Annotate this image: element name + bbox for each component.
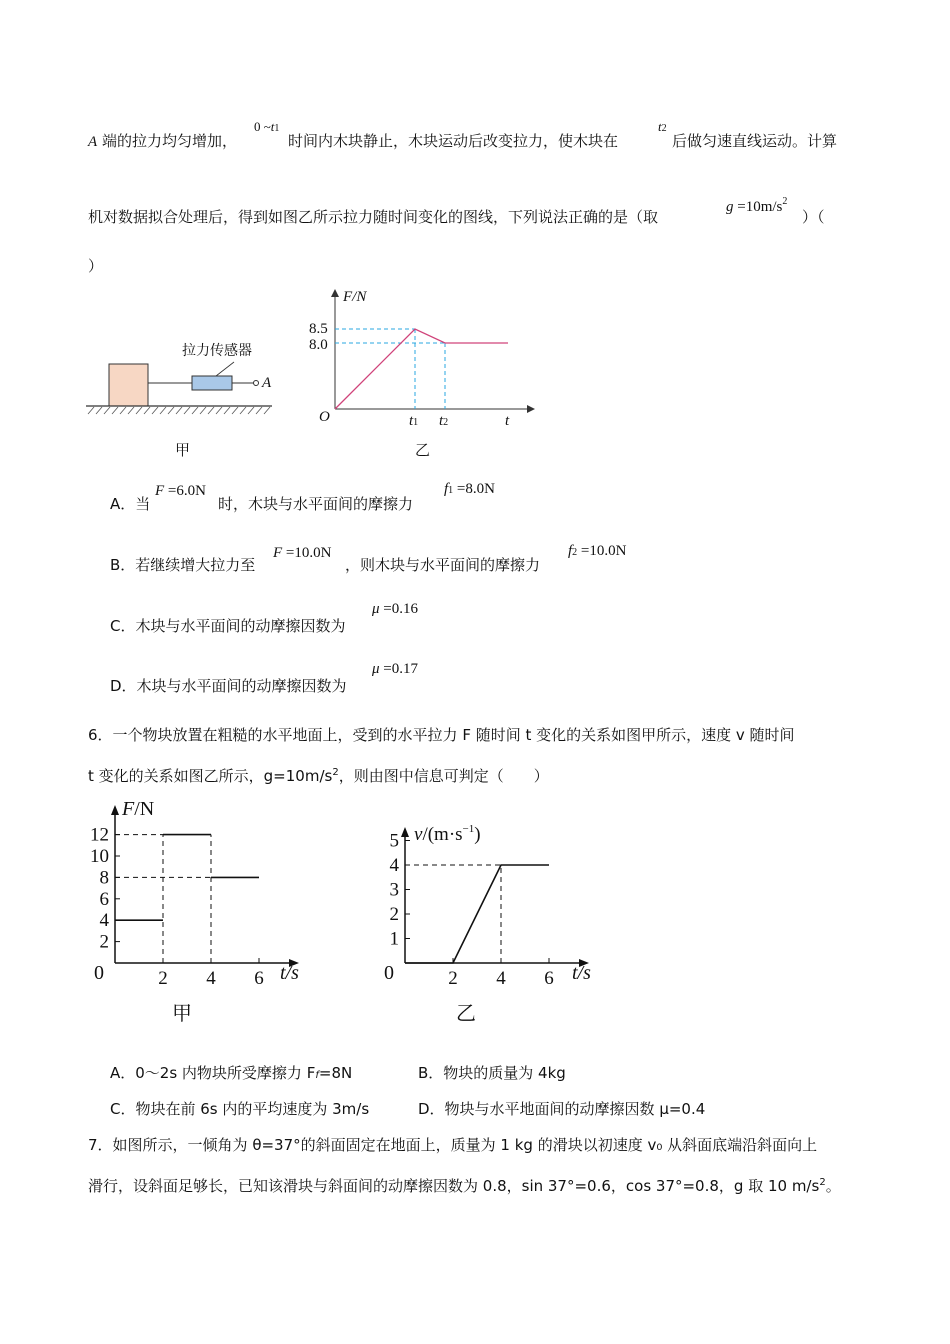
q6-option-b: B．物块的质量为 4kg	[418, 1064, 566, 1082]
x-tick-label: 4	[206, 968, 216, 989]
v-origin: 0	[384, 962, 394, 984]
label-pointer	[216, 362, 234, 376]
q5-a-mid: 时，木块与水平面间的摩擦力	[218, 495, 414, 513]
q5-option-d: D．木块与水平面间的动摩擦因数为	[110, 677, 347, 695]
q5-option-a: A．当	[110, 495, 151, 513]
v-xlabel: t/s	[572, 962, 591, 984]
x-tick-label: 6	[544, 968, 554, 989]
y-tick-label: 6	[99, 888, 109, 910]
figure-jia-block-sensor	[84, 335, 284, 465]
q7-line2: 滑行，设斜面足够长，已知该滑块与斜面间的动摩擦因数为 0.8，sin 37°=0.6，cos 37°=0.8，g 取 10 $m/s^2$。	[88, 1177, 841, 1195]
y-tick-label: 8	[99, 867, 109, 889]
x-tick-label: 4	[496, 968, 506, 989]
p5-line1-d: 后做匀速直线运动。计算	[672, 132, 838, 150]
wooden-block	[109, 364, 148, 406]
y-axis-arrow	[111, 805, 119, 815]
q5-b-mid: ，则木块与水平面间的摩擦力	[345, 556, 541, 574]
q5-b-math1: F =10.0N	[273, 545, 332, 561]
y-tick-label: 2	[389, 904, 399, 925]
q5-c-math: μ =0.16	[372, 601, 418, 617]
time-t2: t2	[658, 119, 667, 134]
q7-line1: 7．如图所示，一倾角为 θ=37°的斜面固定在地面上，质量为 1 kg 的滑块以初速度 v₀ 从斜面底端沿斜面向上	[88, 1136, 818, 1154]
y-tick-label: 2	[99, 931, 109, 953]
gravity-formula: $g =10m/s^2$	[726, 196, 788, 215]
yi-ytick-8-0: 8.0	[309, 337, 328, 353]
p5-line2-b: ）（	[802, 208, 825, 226]
q5-option-b: B．若继续增大拉力至	[110, 556, 256, 574]
yi-origin: O	[319, 409, 330, 425]
caption-yi-2: 乙	[456, 1001, 476, 1025]
chart-velocity-time	[370, 795, 610, 1035]
ground-hatch	[88, 407, 270, 414]
y-tick-label: 10	[90, 846, 109, 867]
force-curve	[335, 329, 508, 409]
caption-yi-1: 乙	[415, 441, 431, 459]
f-xlabel: t/s	[280, 962, 299, 984]
p5-line1: A 端的拉力均匀增加，	[88, 132, 237, 150]
f-origin: 0	[94, 962, 104, 984]
y-tick-label: 4	[389, 855, 399, 876]
force-time-chart	[305, 285, 535, 465]
y-axis-arrow	[401, 827, 409, 837]
x-tick-label: 6	[254, 968, 264, 989]
data-line	[405, 865, 549, 963]
caption-jia-2: 甲	[172, 1001, 192, 1025]
q6-option-c: C．物块在前 6s 内的平均速度为 3m/s	[110, 1100, 370, 1118]
point-a-label: A	[262, 375, 272, 391]
y-tick-label: 3	[389, 879, 399, 901]
velocity-chart-plot	[390, 827, 590, 989]
time-range-0: 0 ~t1	[254, 119, 280, 134]
q6-option-d: D．物块与水平地面间的动摩擦因数 μ=0.4	[418, 1100, 706, 1118]
q6-line1: 6．一个物块放置在粗糙的水平地面上，受到的水平拉力 F 随时间 t 变化的关系如图甲所示，速度 v 随时间	[88, 726, 795, 744]
v-ylabel: $v/(m\cdot s^{-1})$	[414, 823, 481, 845]
p5-line2: 机对数据拟合处理后，得到如图乙所示拉力随时间变化的图线，下列说法正确的是（取	[88, 208, 659, 226]
q6-line2: t 变化的关系如图乙所示，$g=10m/s^2$，则由图中信息可判定（ ）	[88, 767, 549, 785]
y-tick-label: 5	[389, 830, 399, 852]
y-tick-label: 4	[99, 910, 109, 932]
yi-ytick-8-5: 8.5	[309, 321, 328, 337]
chart-force-time	[80, 795, 320, 1035]
yi-xtick-t1: t1	[409, 413, 419, 429]
q5-b-math2: f2 =10.0N	[568, 543, 627, 559]
force-sensor	[192, 376, 232, 390]
end-point-a	[254, 381, 259, 386]
f-ylabel: F/N	[122, 798, 155, 820]
q5-a-math1: F =6.0N	[155, 483, 206, 499]
q6-option-a: A．0～2s 内物块所受摩擦力 Ff=8N	[110, 1064, 353, 1082]
yi-xtick-t2: t2	[439, 413, 449, 429]
x-tick-label: 2	[448, 968, 458, 989]
x-tick-label: 2	[158, 968, 168, 989]
q5-a-math2: f1 =8.0N	[444, 481, 495, 497]
y-axis-arrow	[331, 289, 339, 297]
force-chart-plot	[90, 805, 299, 989]
q5-option-c: C．木块与水平面间的动摩擦因数为	[110, 617, 346, 635]
caption-jia-1: 甲	[175, 441, 191, 459]
figure-yi-force-time	[305, 285, 535, 465]
x-axis-arrow	[527, 405, 535, 413]
p5-line3: ）	[88, 257, 104, 275]
p5-line1-c: 时间内木块静止，木块运动后改变拉力，使木块在	[288, 132, 619, 150]
y-tick-label: 12	[90, 824, 109, 846]
point-a-symbol: A	[88, 134, 98, 150]
y-tick-label: 1	[389, 928, 399, 950]
q5-d-math: μ =0.17	[372, 661, 418, 677]
sensor-label: 拉力传感器	[182, 343, 252, 359]
yi-ylabel: F/N	[343, 289, 367, 305]
yi-xlabel: t	[505, 413, 510, 429]
